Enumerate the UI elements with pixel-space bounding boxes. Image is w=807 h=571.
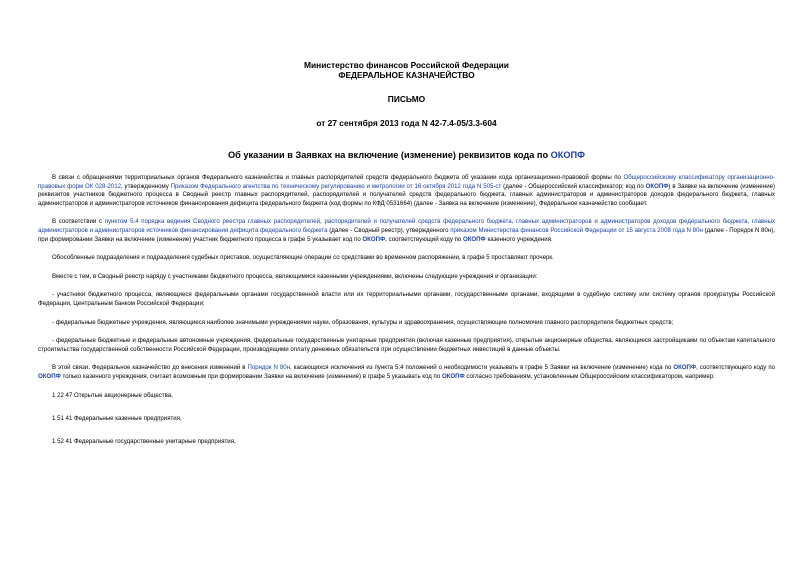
text: только казенного учреждения, считает возможным при формировании Заявки на включение (изменение) в графе 5 указывать код по: [60, 372, 442, 380]
paragraph-8: [38, 364, 775, 381]
paragraph-1: [38, 174, 775, 208]
okopf-link[interactable]: ОКОПФ: [441, 372, 465, 380]
ministry-order-link[interactable]: приказом Министерства финансов Российской Федерации от 15 августа 2008 года N 80н: [450, 226, 703, 234]
paragraph-5: - участники бюджетного процесса, являющиеся федеральными органами государственной власти или их территориальными органами, государственными органами, входящими в судебную систему или систему органов прокуратуры Российской Федерации, Центральным банком Российской Федерации;: [38, 291, 775, 307]
procedure-link[interactable]: пунктом 5.4 порядка ведения Сводного реестра главных распорядителей, распорядителей и получателей средств федерального бюджета, главных администраторов и администраторов доходов федерального бюджета, главных администраторов и администраторов источников финансирования дефицита федерального бюджета: [38, 218, 775, 234]
paragraph-2: [38, 218, 775, 244]
agency-name: ФЕДЕРАЛЬНОЕ КАЗНАЧЕЙСТВО: [338, 70, 475, 80]
text: (далее - Сводный реестр), утвержденного: [327, 226, 451, 234]
text: ) в Заявке на включение (изменение) реквизитов участников бюджетного процесса в Сводный реестр главных распорядителей, распорядителей и получателей средств федерального бюджета, главных администраторов и администраторов доходов федерального бюджета, главных администраторов и администраторов источников финансирования дефицита федерального бюджета (код формы по КФД 0531664) (далее - Заявка на включение (изменение), Федеральное казначейство сообщает.: [38, 182, 776, 207]
okopf-link[interactable]: ОКОПФ: [38, 372, 61, 380]
document-date: от 27 сентября 2013 года N 42-7.4-05/3.3-604: [316, 118, 497, 128]
okopf-link[interactable]: ОКОПФ: [362, 235, 386, 243]
text: (далее - Порядок N 80н), при формировании Заявки на включение (изменение) участник бюджетного процесса в графе 5 указывает код по: [38, 226, 775, 243]
okopf-link[interactable]: ОКОПФ: [645, 182, 669, 190]
paragraph-6: - федеральные бюджетные учреждения, являющиеся наиболее значимыми учреждениями науки, образования, культуры и здравоохранения, осуществляющие полномочия главного распорядителя бюджетных средств;: [52, 318, 674, 326]
code-item: 1 51 41 Федеральные казенные предприятия,: [52, 414, 182, 422]
okopf-link[interactable]: ОКОПФ: [462, 235, 486, 243]
title-text: Об указании в Заявках на включение (изменение) реквизитов кода по: [228, 150, 551, 160]
paragraph-4: Вместе с тем, в Сводный реестр наряду с участниками бюджетного процесса, являющимися казенными учреждениями, включены следующие учреждения и организации:: [52, 272, 538, 280]
text: , соответствующий коду по: [385, 235, 463, 243]
text: , касающихся исключения из пункта 5.4 положений о необходимости указывать в графе 5 Заявки на включение (изменение) кода по: [289, 364, 674, 372]
document-title: [38, 150, 775, 160]
procedure-80n-link[interactable]: Порядок N 80н: [247, 364, 290, 372]
okopf-link[interactable]: ОКОПФ: [550, 150, 585, 160]
text: казенного учреждения.: [485, 235, 553, 243]
code-item: 1 52 41 Федеральные государственные унитарные предприятия,: [52, 437, 236, 445]
classifier-link[interactable]: Общероссийскому классификатору организационно-правовых форм ОК 028-2012: [38, 174, 775, 190]
paragraph-7: - федеральные бюджетные и федеральные автономные учреждения, федеральные государственные унитарные предприятия (включая казенные предприятия), открытые акционерные общества, являющиеся застройщиками по объектам капитального строительства государственной собственности Российской Федерации, производящими оплату денежных обязательств при осуществлении бюджетных инвестиций в данные объекты.: [38, 337, 775, 353]
ministry-name: Министерство финансов Российской Федерации: [304, 60, 509, 70]
order-link[interactable]: Приказом Федерального агентства по техническому регулированию и метрологии от 16 октября 2012 года N 505-ст: [170, 182, 502, 190]
text: В связи с обращениями территориальных органов Федерального казначейства и главных распорядителей средств федерального бюджета об указании кода организационно-правовой формы по: [52, 174, 624, 181]
text: , утвержденному: [120, 182, 171, 190]
okopf-link[interactable]: ОКОПФ: [673, 364, 697, 372]
document-type: ПИСЬМО: [387, 94, 426, 104]
text: , соответствующего коду по: [696, 364, 776, 372]
text: (далее - Общероссийский классификатор; код по: [501, 182, 646, 190]
paragraph-3: Обособленные подразделения и подразделения судебных приставов, осуществляющие операции со средствами во временном распоряжении, в графе 5 проставляют прочерк.: [52, 254, 554, 262]
text: В этой связи, Федеральное казначейство до внесения изменений в: [52, 364, 248, 372]
text: согласно требованиям, установленным Общероссийским классификатором, например:: [464, 372, 715, 380]
text: В соответствии с: [52, 218, 105, 226]
document-header: [38, 60, 775, 128]
code-item: 1 22 47 Открытые акционерные общества,: [52, 391, 173, 399]
